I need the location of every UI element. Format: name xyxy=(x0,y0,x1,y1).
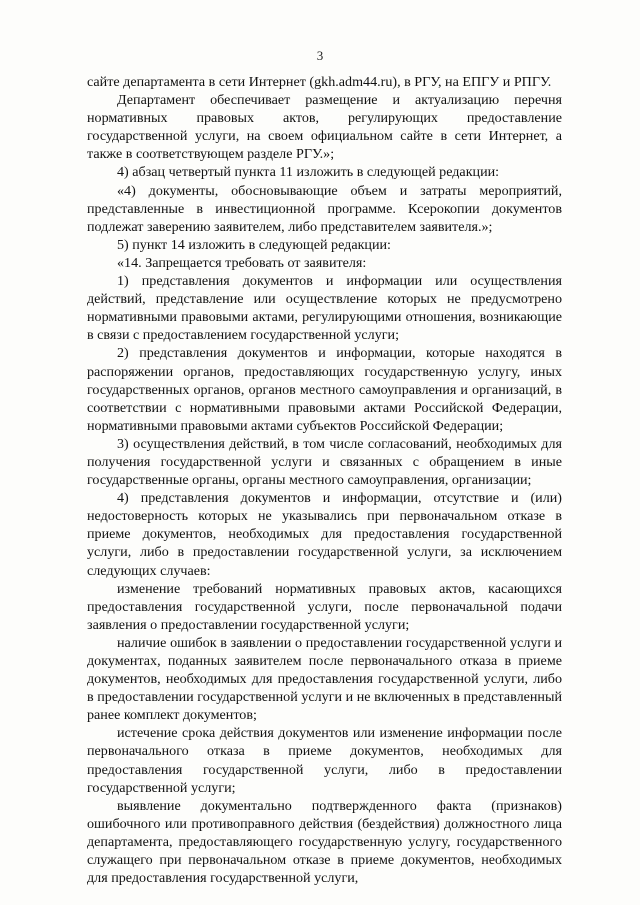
paragraph: «4) документы, обосновывающие объем и затраты мероприятий, представленные в инвестиционной программе. Ксерокопии документов подлежат заверению заявителем, либо представителем заявителя.»; xyxy=(87,182,562,235)
paragraph: 2) представления документов и информации, которые находятся в распоряжении органов, предоставляющих государственную услугу, иных государственных органов, органов местного самоуправления и организаций, в соответствии с нормативными правовыми актами Российской Федерации, нормативными правовыми актами субъектов Российской Федерации; xyxy=(87,345,562,434)
paragraph: наличие ошибок в заявлении о предоставлении государственной услуги и документах, поданных заявителем после первоначального отказа в приеме документов, необходимых для предоставления государственной услуги, либо в предоставлении государственной услуги и не включенных в представленный ранее комплект документов; xyxy=(87,634,562,724)
paragraph: Департамент обеспечивает размещение и актуализацию перечня нормативных правовых актов, регулирующих предоставление государственной услуги, на своем официальном сайте в сети Интернет, а также в соответствующем разделе РГУ.»; xyxy=(87,92,562,163)
paragraph: сайте департамента в сети Интернет (gkh.adm44.ru), в РГУ, на ЕПГУ и РПГУ. xyxy=(87,74,552,90)
paragraph: 4) абзац четвертый пункта 11 изложить в следующей редакции: xyxy=(117,164,500,181)
document-body xyxy=(87,73,562,887)
paragraph: 1) представления документов и информации или осуществления действий, представление или осуществление которых не предусмотрено нормативными правовыми актами, регулирующими отношения, возникающие в связи с предоставлением государственной услуги; xyxy=(87,273,562,344)
paragraph: «14. Запрещается требовать от заявителя: xyxy=(117,254,367,271)
paragraph: 3) осуществления действий, в том числе согласований, необходимых для получения государственной услуги и связанных с обращением в иные государственные органы, органы местного самоуправления, организации; xyxy=(87,435,562,489)
paragraph: выявление документально подтвержденного факта (признаков) ошибочного или противоправного действия (бездействия) должностного лица департамента, предоставляющего государственную услугу, государственного служащего при первоначальном отказе в приеме документов, необходимых для предоставления государственной услуги, xyxy=(87,797,562,887)
paragraph: истечение срока действия документов или изменение информации после первоначального отказа в приеме документов, необходимых для предоставления государственной услуги, либо в предоставлении государственной услуги; xyxy=(87,725,562,796)
paragraph: 5) пункт 14 изложить в следующей редакции: xyxy=(117,236,391,253)
paragraph: изменение требований нормативных правовых актов, касающихся предоставления государственной услуги, после первоначальной подачи заявления о предоставлении государственной услуги; xyxy=(87,580,562,633)
page-number: 3 xyxy=(316,48,324,63)
paragraph: 4) представления документов и информации, отсутствие и (или) недостоверность которых не указывались при первоначальном отказе в приеме документов, необходимых для предоставления государственной услуги, либо в предоставлении государственной услуги, за исключением следующих случаев: xyxy=(87,490,562,579)
